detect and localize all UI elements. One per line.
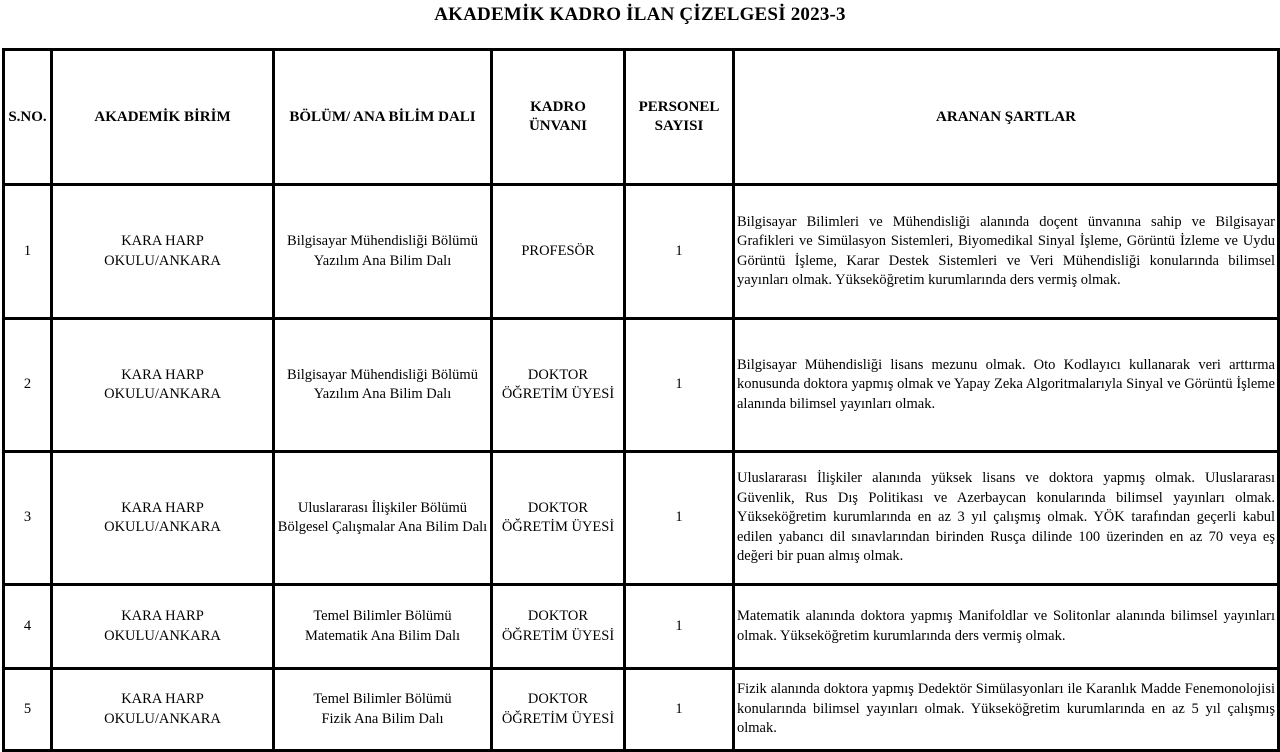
cell-department — [274, 452, 492, 585]
cell-department — [274, 585, 492, 669]
cell-requirements: Matematik alanında doktora yapmış Manifoldlar ve Solitonlar alanında bilimsel yayınları olmak. Yükseköğretim kurumlarında ders vermiş olmak. — [734, 585, 1279, 669]
cell-department — [274, 185, 492, 319]
cell-requirements: Uluslararası İlişkiler alanında yüksek lisans ve doktora yapmış olmak. Uluslararası Güvenlik, Rus Dış Politikası ve Azerbaycan konularında bilimsel yayınları olmak. Yükseköğretim kurumlarında en az 3 yıl çalışmış olmak. YÖK tarafından geçerli kabul edilen yabancı dil sınavlarından birinden Rusça dilinde 100 üzerinden en az 70 veya eş değeri bir puan almış olmak. — [734, 452, 1279, 585]
position-line1: PROFESÖR — [521, 242, 595, 259]
cell-requirements: Fizik alanında doktora yapmış Dedektör Simülasyonları ile Karanlık Madde Fenemonolojisi konularında bilimsel yayınları olmak. Yükseköğretim kurumlarında en az 5 yıl çalışmış olmak. — [734, 669, 1279, 751]
dept-line2: Fizik Ana Bilim Dalı — [321, 710, 444, 727]
cell-count: 1 — [625, 319, 734, 452]
job-listing-table — [2, 48, 1280, 752]
table-header-row — [4, 50, 1279, 185]
position-line1: DOKTOR — [527, 691, 589, 707]
position-line2: ÖĞRETİM ÜYESİ — [501, 627, 615, 644]
cell-position — [492, 585, 625, 669]
cell-sno: 3 — [4, 452, 52, 585]
dept-line2: Yazılım Ana Bilim Dalı — [313, 386, 452, 402]
position-line2: ÖĞRETİM ÜYESİ — [501, 386, 615, 402]
position-line2: ÖĞRETİM ÜYESİ — [501, 519, 615, 535]
cell-unit — [52, 185, 274, 319]
table-row — [4, 319, 1279, 452]
header-position-line2: ÜNVANI — [528, 118, 588, 134]
cell-count: 1 — [625, 669, 734, 751]
dept-line2: Bölgesel Çalışmalar Ana Bilim Dalı — [277, 519, 488, 535]
document-title: AKADEMİK KADRO İLAN ÇİZELGESİ 2023-3 — [434, 4, 846, 25]
cell-position — [492, 452, 625, 585]
header-position — [492, 50, 625, 185]
unit-line2: OKULU/ANKARA — [104, 519, 221, 535]
cell-department — [274, 669, 492, 751]
cell-requirements: Bilgisayar Bilimleri ve Mühendisliği alanında doçent ünvanına sahip ve Bilgisayar Grafikleri ve Simülasyon Sistemleri, Biyomedikal Sinyal İşleme, Görüntü İzleme ve Uydu Görüntü İşleme, Karar Destek Sistemleri ve Veri Mühendisliği konularında bilimsel yayınları olmak. Yükseköğretim kurumlarında ders vermiş olmak. — [734, 185, 1279, 319]
unit-line1: KARA HARP — [121, 499, 204, 516]
header-count — [625, 50, 734, 185]
unit-line2: OKULU/ANKARA — [104, 252, 221, 269]
cell-unit — [52, 585, 274, 669]
position-line1: DOKTOR — [527, 499, 589, 516]
cell-position — [492, 185, 625, 319]
cell-position — [492, 669, 625, 751]
cell-unit — [52, 319, 274, 452]
cell-count: 1 — [625, 452, 734, 585]
cell-requirements: Bilgisayar Mühendisliği lisans mezunu olmak. Oto Kodlayıcı kullanarak veri arttırma konusunda doktora yapmış olmak ve Yapay Zeka Algoritmalarıyla Sinyal ve Görüntü İşleme alanında bilimsel yayınları olmak. — [734, 319, 1279, 452]
header-department: BÖLÜM/ ANA BİLİM DALI — [274, 50, 492, 185]
unit-line1: KARA HARP — [121, 233, 204, 249]
unit-line2: OKULU/ANKARA — [104, 386, 221, 402]
dept-line1: Temel Bilimler Bölümü — [313, 691, 452, 707]
cell-position — [492, 319, 625, 452]
table-row — [4, 185, 1279, 319]
cell-count: 1 — [625, 185, 734, 319]
cell-department — [274, 319, 492, 452]
header-position-line1: KADRO — [530, 99, 586, 115]
header-count-line2: SAYISI — [654, 118, 704, 134]
position-line2: ÖĞRETİM ÜYESİ — [501, 710, 615, 727]
position-line1: DOKTOR — [527, 608, 589, 624]
unit-line1: KARA HARP — [121, 366, 204, 383]
dept-line2: Matematik Ana Bilim Dalı — [304, 627, 461, 644]
table-row — [4, 452, 1279, 585]
dept-line1: Temel Bilimler Bölümü — [313, 608, 452, 624]
unit-line1: KARA HARP — [121, 691, 204, 707]
dept-line1: Bilgisayar Mühendisliği Bölümü — [287, 366, 478, 383]
dept-line1: Uluslararası İlişkiler Bölümü — [297, 499, 468, 516]
cell-sno: 4 — [4, 585, 52, 669]
position-line1: DOKTOR — [527, 366, 589, 383]
header-requirements: ARANAN ŞARTLAR — [734, 50, 1279, 185]
unit-line2: OKULU/ANKARA — [104, 710, 221, 727]
unit-line2: OKULU/ANKARA — [104, 627, 221, 644]
header-unit: AKADEMİK BİRİM — [52, 50, 274, 185]
cell-count: 1 — [625, 585, 734, 669]
cell-unit — [52, 669, 274, 751]
dept-line1: Bilgisayar Mühendisliği Bölümü — [287, 233, 478, 249]
table-row — [4, 585, 1279, 669]
header-count-line1: PERSONEL — [638, 99, 720, 115]
dept-line2: Yazılım Ana Bilim Dalı — [313, 252, 452, 269]
table-row — [4, 669, 1279, 751]
cell-sno: 1 — [4, 185, 52, 319]
cell-sno: 5 — [4, 669, 52, 751]
cell-unit — [52, 452, 274, 585]
cell-sno: 2 — [4, 319, 52, 452]
unit-line1: KARA HARP — [121, 608, 204, 624]
header-sno: S.NO. — [4, 50, 52, 185]
